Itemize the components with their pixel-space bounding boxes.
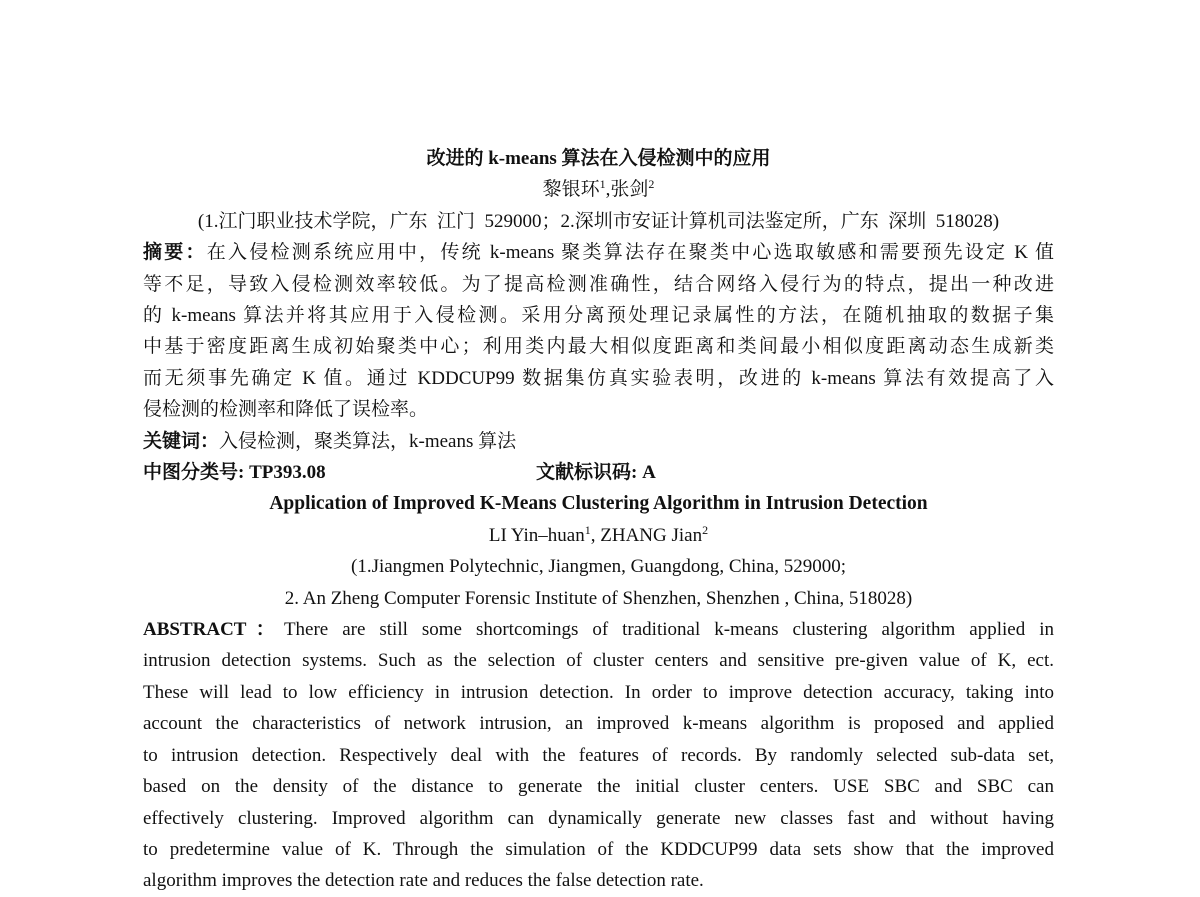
english-abstract-line: based on the density of the distance to generate the initial cluster centers. USE SBC and SBC can — [143, 776, 1054, 798]
english-abstract-line: effectively clustering. Improved algorithm can dynamically generate new classes fast and without having — [143, 807, 1054, 829]
english-abstract-text: There are still some shortcomings of traditional k-means clustering algorithm applied in — [283, 619, 1054, 641]
english-abstract-line — [143, 614, 1054, 645]
chinese-keywords — [143, 426, 1054, 457]
chinese-abstract-line: 的 k-means 算法并将其应用于入侵检测。采用分离预处理记录属性的方法，在随机抽取的数据子集 — [143, 305, 1054, 327]
english-abstract-line: to intrusion detection. Respectively deal with the features of records. By randomly selected sub-data set, — [143, 744, 1054, 766]
english-abstract-line: These will lead to low efficiency in intrusion detection. In order to improve detection accuracy, taking into — [143, 681, 1054, 703]
chinese-abstract-label: 摘要： — [143, 242, 207, 264]
chinese-abstract-line — [143, 237, 1054, 268]
english-affiliation-2: 2. An Zheng Computer Forensic Institute of Shenzhen, Shenzhen , China, 518028) — [284, 587, 913, 609]
chinese-abstract-line: 中基于密度距离生成初始聚类中心；利用类内最大相似度距离和类间最小相似度距离动态生成新类 — [143, 336, 1054, 358]
chinese-abstract-line: 而无须事先确定 K 值。通过 KDDCUP99 数据集仿真实验表明，改进的 k-means 算法有效提高了入 — [143, 367, 1054, 389]
english-affiliation-1: (1.Jiangmen Polytechnic, Jiangmen, Guangdong, China, 529000; — [351, 556, 846, 578]
english-abstract-line: to predetermine value of K. Through the simulation of the KDDCUP99 data sets show that the improved — [143, 838, 1054, 860]
chinese-authors — [143, 174, 1054, 205]
english-author-2-sup: 2 — [702, 522, 709, 537]
english-author-1: LI Yin–huan — [488, 524, 585, 546]
chinese-author-2-sup: 2 — [648, 177, 655, 192]
english-authors — [143, 520, 1054, 551]
classification-row — [143, 457, 1054, 488]
english-title: Application of Improved K-Means Clustering Algorithm in Intrusion Detection — [269, 493, 928, 515]
english-abstract-line: algorithm improves the detection rate and reduces the false detection rate. — [143, 870, 704, 892]
chinese-author-separator: , — [605, 179, 611, 201]
chinese-abstract-line: 侵检测的检测率和降低了误检率。 — [143, 399, 429, 421]
chinese-author-2: 张剑 — [610, 179, 649, 201]
english-author-2: ZHANG Jian — [600, 524, 703, 546]
chinese-keywords-label: 关键词： — [143, 430, 220, 452]
english-author-separator: , — [590, 524, 601, 546]
document-code: 文献标识码: A — [536, 462, 656, 484]
chinese-title: 改进的 k-means 算法在入侵检测中的应用 — [426, 148, 771, 169]
chinese-author-1: 黎银环 — [542, 179, 600, 201]
chinese-abstract-line: 等不足，导致入侵检测效率较低。为了提高检测准确性，结合网络入侵行为的特点，提出一种改进 — [143, 273, 1054, 295]
classification-number: 中图分类号: TP393.08 — [143, 462, 326, 484]
chinese-keywords-text: 入侵检测，聚类算法，k-means 算法 — [219, 430, 517, 452]
chinese-abstract-text: 在入侵检测系统应用中，传统 k-means 聚类算法存在聚类中心选取敏感和需要预先设定 K 值 — [206, 242, 1054, 264]
paper-page — [143, 143, 1054, 897]
english-abstract-label: ABSTRACT： — [143, 619, 284, 641]
chinese-author-1-sup: 1 — [599, 177, 606, 192]
chinese-affiliation: (1.江门职业技术学院，广东 江门 529000；2.深圳市安证计算机司法鉴定所，广东 深圳 518028) — [197, 210, 1000, 232]
english-abstract-line: intrusion detection systems. Such as the selection of cluster centers and sensitive pre-given value of K, ect. — [143, 650, 1054, 672]
english-abstract-line: account the characteristics of network intrusion, an improved k-means algorithm is proposed and applied — [143, 713, 1054, 735]
english-author-1-sup: 1 — [584, 522, 591, 537]
